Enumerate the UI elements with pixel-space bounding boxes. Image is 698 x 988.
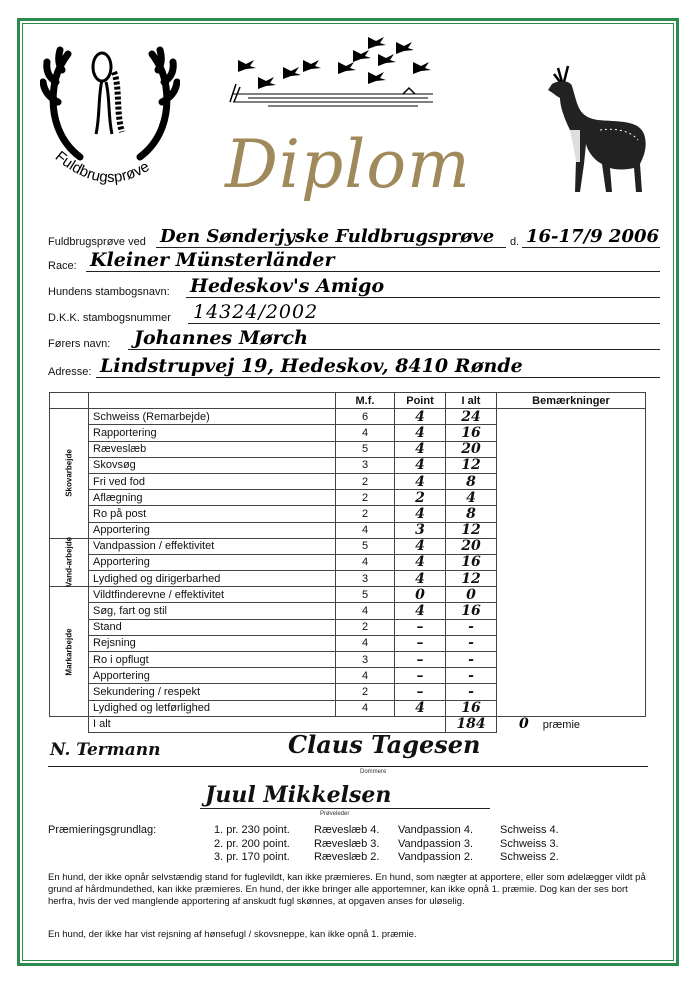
- row-point: –: [395, 684, 446, 700]
- row-total: 16: [446, 554, 497, 570]
- row-point: 4: [395, 538, 446, 554]
- field-label: Førers navn:: [48, 338, 111, 350]
- row-mf: 4: [336, 522, 395, 538]
- group-label: Markarbejde: [64, 627, 74, 676]
- signature-left: N. Termann: [50, 740, 161, 760]
- row-point: 4: [395, 603, 446, 619]
- field-underline: [128, 349, 660, 350]
- summary-spacer: [50, 716, 89, 732]
- row-point: –: [395, 668, 446, 684]
- field-label: Adresse:: [48, 366, 92, 378]
- svg-text:Fuldbrugsprøve: [52, 148, 153, 186]
- table-row: [50, 409, 646, 425]
- prize-label: præmie: [542, 719, 581, 732]
- row-point: 4: [395, 554, 446, 570]
- prem-cell: Vandpassion 3.: [398, 838, 474, 850]
- leader-line: [200, 808, 490, 809]
- flying-ducks-icon: [228, 32, 438, 112]
- row-point: –: [395, 619, 446, 635]
- row-total: 12: [446, 522, 497, 538]
- row-point: 4: [395, 506, 446, 522]
- field-label: Fuldbrugsprøve ved: [48, 236, 146, 248]
- field-underline: [186, 297, 660, 298]
- row-mf: 3: [336, 652, 395, 668]
- signature-leader: Juul Mikkelsen: [205, 782, 392, 808]
- row-total: 16: [446, 425, 497, 441]
- field-label: Race:: [48, 260, 77, 272]
- row-point: 4: [395, 473, 446, 489]
- field-forer: [48, 328, 660, 350]
- prem-cell: Schweiss 2.: [500, 851, 559, 863]
- field-value: Hedeskov's Amigo: [190, 275, 385, 297]
- row-total: 16: [446, 603, 497, 619]
- field-race: [48, 250, 660, 272]
- prem-cell: 3. pr. 170 point.: [214, 851, 290, 863]
- field-underline: [86, 271, 660, 272]
- header-empty: [50, 393, 89, 409]
- row-mf: 3: [336, 457, 395, 473]
- row-point: 4: [395, 409, 446, 425]
- signature-judges: Claus Tagesen: [288, 730, 481, 759]
- row-total: -: [446, 684, 497, 700]
- group-label: Skovarbejde: [64, 449, 74, 498]
- judges-label: Dommere: [360, 769, 387, 775]
- group-label-cell: [50, 409, 89, 539]
- row-mf: 4: [336, 635, 395, 651]
- prem-cell: Schweiss 4.: [500, 824, 559, 836]
- diploma-title: Diplom: [225, 126, 471, 203]
- header-empty: [89, 393, 336, 409]
- row-label: Vandpassion / effektivitet: [89, 538, 336, 554]
- row-label: Lydighed og dirigerbarhed: [89, 571, 336, 587]
- row-label: Søg, fart og stil: [89, 603, 336, 619]
- group-label-cell: [50, 587, 89, 717]
- group-label: Vand-arbejde: [64, 537, 74, 588]
- signature-line: [48, 766, 648, 767]
- row-total: 24: [446, 409, 497, 425]
- table-header-row: [50, 393, 646, 409]
- row-total: -: [446, 652, 497, 668]
- row-label: Apportering: [89, 668, 336, 684]
- prize-value: 0: [519, 716, 529, 733]
- row-mf: 2: [336, 684, 395, 700]
- field-adresse: [48, 356, 660, 378]
- row-mf: 2: [336, 490, 395, 506]
- row-label: Stand: [89, 619, 336, 635]
- field-value: 14324/2002: [193, 301, 319, 323]
- group-label-cell: [50, 538, 89, 587]
- field-value: Kleiner Münsterländer: [90, 249, 335, 271]
- row-label: Ræveslæb: [89, 441, 336, 457]
- row-label: Sekundering / respekt: [89, 684, 336, 700]
- score-table: [49, 392, 646, 733]
- prem-cell: Vandpassion 2.: [398, 851, 474, 863]
- row-mf: 4: [336, 700, 395, 716]
- row-label: Apportering: [89, 554, 336, 570]
- row-total: 16: [446, 700, 497, 716]
- row-mf: 2: [336, 506, 395, 522]
- field-stambogsnummer: [48, 302, 660, 324]
- field-underline: [188, 323, 660, 324]
- row-mf: 4: [336, 603, 395, 619]
- row-mf: 4: [336, 554, 395, 570]
- row-total: 12: [446, 457, 497, 473]
- premiering-label: Præmieringsgrundlag:: [48, 824, 157, 836]
- prem-cell: Schweiss 3.: [500, 838, 559, 850]
- row-label: Skovsøg: [89, 457, 336, 473]
- field-value: Lindstrupvej 19, Hedeskov, 8410 Rønde: [100, 355, 523, 377]
- header-remarks: Bemærkninger: [497, 393, 646, 409]
- field-underline: [156, 247, 506, 248]
- row-mf: 6: [336, 409, 395, 425]
- summary-label: I alt: [89, 716, 446, 732]
- prem-cell: Ræveslæb 4.: [314, 824, 380, 836]
- note-paragraph: En hund, der ikke opnår selvstændig stand for fuglevildt, kan ikke præmieres. En hund, som nægter at apportere, eller som ødelægger vildt på grund af hårdmundethed, kan ikke præmieres. En hund, der ikke bringer alle apportemner, kan ikke opnå 1. præmie. Dog kan der ses bort herfra, hvis der ved manglende apportering af anskudt fugl skønnes, at opgaven anses for uløselig.: [48, 872, 646, 907]
- row-total: 20: [446, 538, 497, 554]
- row-label: Ro på post: [89, 506, 336, 522]
- row-total: 4: [446, 490, 497, 506]
- row-mf: 5: [336, 441, 395, 457]
- row-point: 4: [395, 441, 446, 457]
- header-point: Point: [395, 393, 446, 409]
- field-value: Den Sønderjyske Fuldbrugsprøve: [160, 226, 495, 247]
- row-mf: 2: [336, 473, 395, 489]
- row-mf: 2: [336, 619, 395, 635]
- row-point: 3: [395, 522, 446, 538]
- row-point: 4: [395, 457, 446, 473]
- field-prove: [48, 226, 660, 248]
- row-total: -: [446, 619, 497, 635]
- summary-prize: [497, 716, 646, 732]
- row-label: Lydighed og letførlighed: [89, 700, 336, 716]
- row-label: Rapportering: [89, 425, 336, 441]
- leader-label: Prøveleder: [320, 811, 350, 817]
- row-label: Schweiss (Remarbejde): [89, 409, 336, 425]
- row-point: –: [395, 635, 446, 651]
- header-total: I alt: [446, 393, 497, 409]
- prem-cell: 2. pr. 200 point.: [214, 838, 290, 850]
- row-point: 4: [395, 571, 446, 587]
- prem-cell: Vandpassion 4.: [398, 824, 474, 836]
- prem-cell: Ræveslæb 2.: [314, 851, 380, 863]
- date-value: 16-17/9 2006: [526, 226, 660, 247]
- row-total: -: [446, 668, 497, 684]
- field-stambogsnavn: [48, 276, 660, 298]
- row-total: -: [446, 635, 497, 651]
- row-label: Apportering: [89, 522, 336, 538]
- roe-deer-icon: [540, 60, 655, 200]
- row-label: Rejsning: [89, 635, 336, 651]
- logo-text: Fuldbrugsprøve: [51, 147, 153, 187]
- row-mf: 3: [336, 571, 395, 587]
- field-underline: [96, 377, 660, 378]
- remarks-cell: [497, 409, 646, 717]
- row-point: 2: [395, 490, 446, 506]
- note-paragraph: En hund, der ikke har vist rejsning af hønsefugl / skovsneppe, kan ikke opnå 1. præmie.: [48, 929, 417, 940]
- row-point: –: [395, 652, 446, 668]
- field-label: D.K.K. stambogsnummer: [48, 312, 171, 324]
- row-total: 8: [446, 473, 497, 489]
- field-value: Johannes Mørch: [134, 327, 308, 349]
- row-mf: 4: [336, 668, 395, 684]
- row-label: Aflægning: [89, 490, 336, 506]
- field-underline: [522, 247, 660, 248]
- row-total: 0: [446, 587, 497, 603]
- row-label: Ro i opflugt: [89, 652, 336, 668]
- summary-total: 184: [446, 716, 497, 732]
- header-mf: M.f.: [336, 393, 395, 409]
- date-label: d.: [510, 236, 520, 248]
- prem-cell: Ræveslæb 3.: [314, 838, 380, 850]
- field-label: Hundens stambogsnavn:: [48, 286, 170, 298]
- row-mf: 5: [336, 538, 395, 554]
- row-total: 20: [446, 441, 497, 457]
- antler-logo-icon: [40, 42, 180, 192]
- row-label: Fri ved fod: [89, 473, 336, 489]
- row-point: 4: [395, 700, 446, 716]
- prem-cell: 1. pr. 230 point.: [214, 824, 290, 836]
- row-point: 0: [395, 587, 446, 603]
- row-point: 4: [395, 425, 446, 441]
- row-mf: 4: [336, 425, 395, 441]
- row-mf: 5: [336, 587, 395, 603]
- row-label: Vildtfinderevne / effektivitet: [89, 587, 336, 603]
- row-total: 8: [446, 506, 497, 522]
- row-total: 12: [446, 571, 497, 587]
